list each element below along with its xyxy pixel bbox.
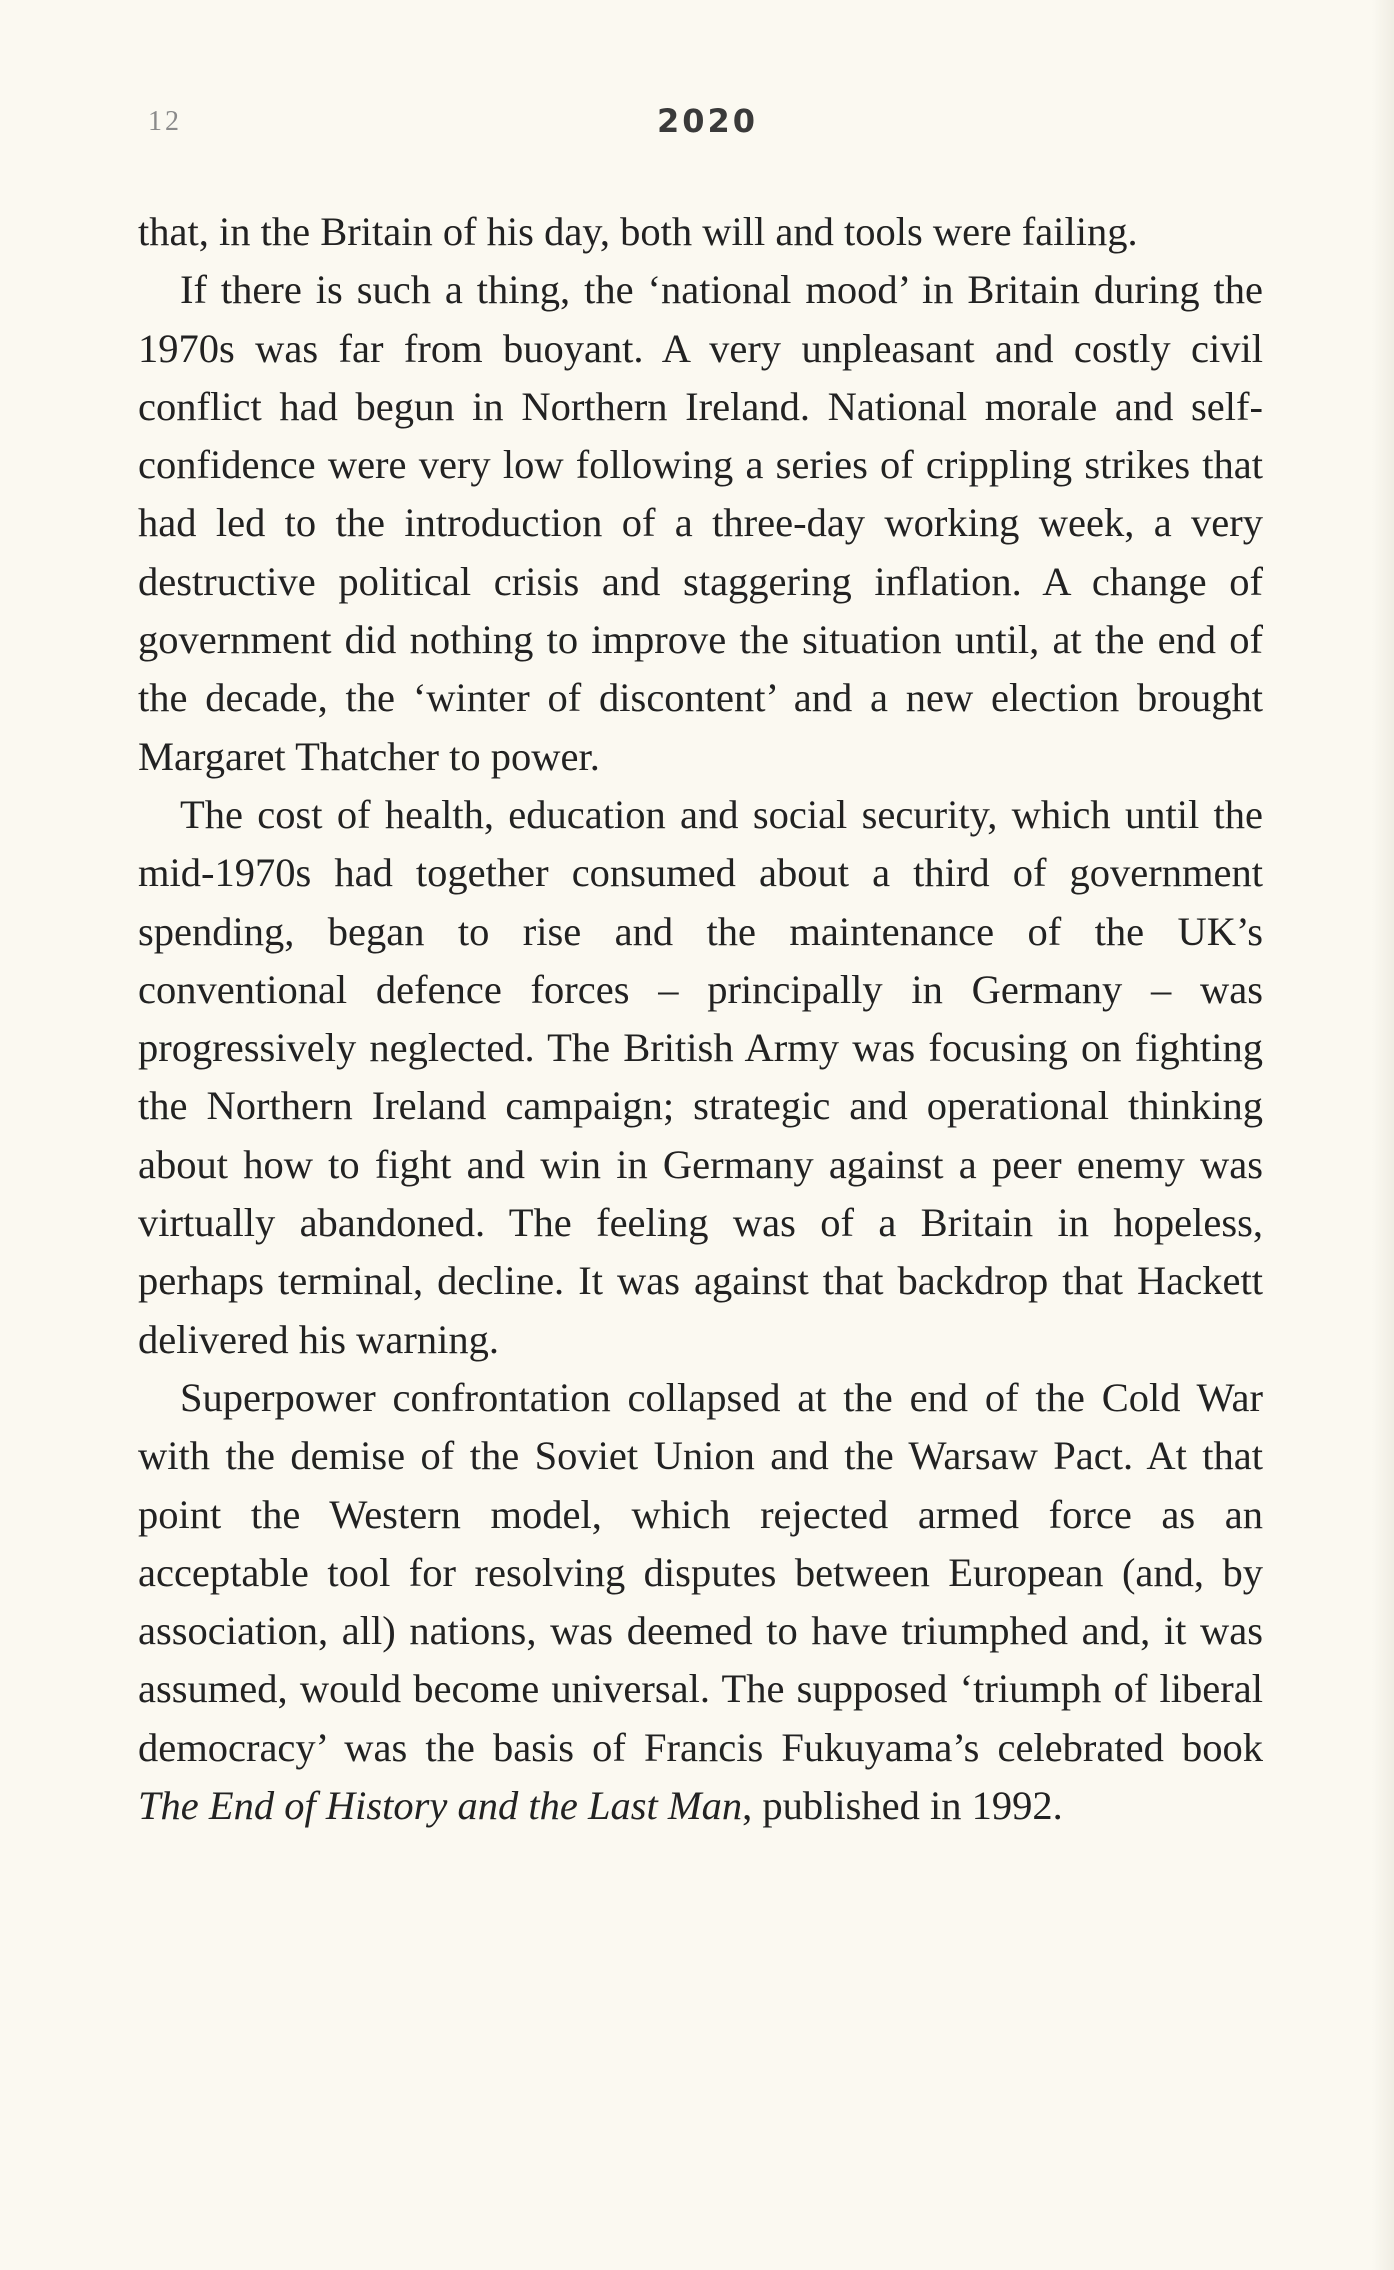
page-number: 12 (148, 106, 182, 137)
paragraph-4-text-after: , published in 1992. (742, 1783, 1063, 1829)
paragraph-3: The cost of health, education and social security, which until the mid-1970s had together consumed about a third of government spending, began to rise and the maintenance of the UK’s conventional defence forces – principally in Germany – was progressively neglected. The British Army was focusing on fighting the Northern Ireland campaign; strategic and operational thinking about how to fight and win in Germany against a peer enemy was virtually abandoned. The feeling was of a Britain in hopeless, perhaps terminal, decline. It was against that backdrop that Hackett delivered his warning. (138, 791, 1263, 1362)
running-title: 2020 (656, 102, 759, 140)
running-head (0, 100, 1394, 150)
paragraph-2: If there is such a thing, the ‘national mood’ in Britain during the 1970s was far from buoyant. A very unpleasant and costly civil conflict had begun in Northern Ireland. National morale and self-confidence were very low following a series of crippling strikes that had led to the introduction of a three-day working week, a very destructive political crisis and staggering inflation. A change of government did nothing to improve the situation until, at the end of the decade, the ‘winter of discontent’ and a new election brought Margaret Thatcher to power. (138, 267, 1263, 779)
book-title: The End of History and the Last Man (138, 1783, 743, 1829)
paragraph-1: that, in the Britain of his day, both will and tools were failing. (138, 209, 1138, 254)
paragraph-4-text-before: Superpower confrontation collapsed at the end of the Cold War with the demise of the Soviet Union and the Warsaw Pact. At that point the Western model, which rejected armed force as an acceptable tool for resolving disputes between European (and, by association, all) nations, was deemed to have triumphed and, it was assumed, would become universal. The supposed ‘triumph of liberal democracy’ was the basis of Francis Fukuyama’s celebrated book (138, 1374, 1263, 1770)
paragraph-4 (138, 1369, 1263, 1835)
page-edge-shadow (1372, 0, 1394, 2270)
body-text (138, 203, 1263, 1835)
